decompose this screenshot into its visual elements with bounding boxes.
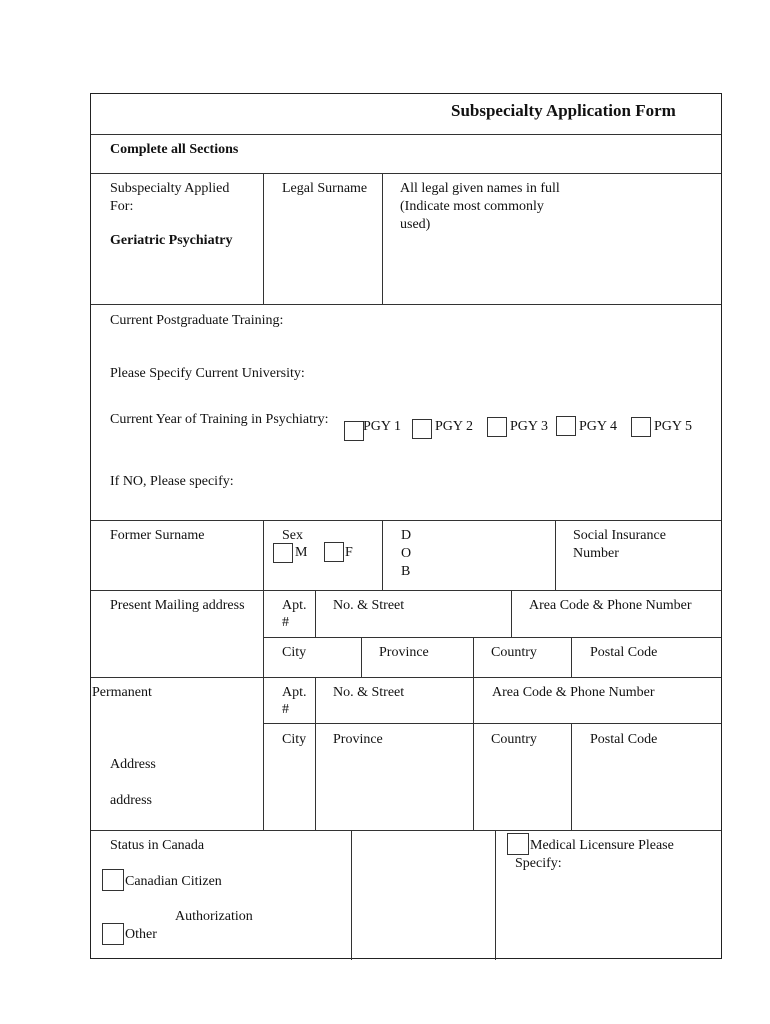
sin-label[interactable]: Social Insurance [573,528,666,543]
pgy2-checkbox[interactable] [412,419,432,439]
mailing-phone-label[interactable]: Area Code & Phone Number [529,598,692,613]
divider [263,637,721,638]
other-checkbox[interactable] [102,923,124,945]
sex-male-checkbox[interactable] [273,543,293,563]
divider [91,173,721,174]
sin-label-2: Number [573,546,619,561]
sex-female-label: F [345,545,353,560]
instruction-text: Complete all Sections [110,142,239,157]
permanent-address-label-2: Address [110,757,156,772]
form-title: Subspecialty Application Form [451,101,676,120]
sex-female-checkbox[interactable] [324,542,344,562]
divider [473,723,474,830]
permanent-phone-label[interactable]: Area Code & Phone Number [492,685,655,700]
dob-label-b: B [401,564,411,579]
sex-label: Sex [282,528,303,543]
pgy3-checkbox[interactable] [487,417,507,437]
pgy5-checkbox[interactable] [631,417,651,437]
divider [555,520,556,590]
former-surname-label[interactable]: Former Surname [110,528,205,543]
permanent-apt-label-2: # [282,702,289,717]
pgy4-label: PGY 4 [579,419,617,434]
given-names-note-2: used) [400,217,431,232]
licensure-label-2: Specify: [515,856,562,871]
permanent-postal-label[interactable]: Postal Code [590,732,658,747]
permanent-address-label: Permanent [92,685,152,700]
status-label: Status in Canada [110,838,205,853]
permanent-address-label-3: address [110,793,152,808]
application-form [90,93,722,959]
authorization-label: Authorization [175,909,253,924]
permanent-apt-label[interactable]: Apt. [282,685,307,700]
year-of-training-label: Current Year of Training in Psychiatry: [110,412,329,427]
permanent-province-label[interactable]: Province [333,732,383,747]
permanent-city-label[interactable]: City [282,732,307,747]
dob-label-o: O [401,546,412,561]
pgy1-checkbox[interactable] [344,421,364,441]
licensure-checkbox[interactable] [507,833,529,855]
pgy4-checkbox[interactable] [556,416,576,436]
mailing-country-label[interactable]: Country [491,645,537,660]
divider [382,520,383,590]
subspecialty-label: Subspecialty Applied [110,181,230,196]
divider [91,590,721,591]
canadian-citizen-label: Canadian Citizen [125,874,222,889]
divider [263,590,264,830]
other-label: Other [125,927,157,942]
pgy1-label: PGY 1 [363,419,401,434]
given-names-note: (Indicate most commonly [400,199,544,214]
mailing-street-label[interactable]: No. & Street [333,598,405,613]
divider [91,677,721,678]
mailing-apt-label-2: # [282,615,289,630]
subspecialty-value: Geriatric Psychiatry [110,233,233,248]
mailing-city-label[interactable]: City [282,645,307,660]
pgy3-label: PGY 3 [510,419,548,434]
if-no-label: If NO, Please specify: [110,474,234,489]
divider [361,637,362,677]
divider [315,590,316,637]
divider [263,173,264,304]
pgy5-label: PGY 5 [654,419,692,434]
subspecialty-label-2: For: [110,199,134,214]
divider [571,723,572,830]
given-names-label[interactable]: All legal given names in full [400,181,560,196]
legal-surname-label[interactable]: Legal Surname [282,181,368,196]
divider [571,637,572,677]
mailing-province-label[interactable]: Province [379,645,429,660]
divider [511,590,512,637]
permanent-country-label[interactable]: Country [491,732,537,747]
divider [473,637,474,677]
licensure-label: Medical Licensure Please [530,838,674,853]
university-label[interactable]: Please Specify Current University: [110,366,305,381]
divider [382,173,383,304]
divider [495,830,496,960]
divider [91,830,721,831]
permanent-street-label[interactable]: No. & Street [333,685,405,700]
mailing-apt-label[interactable]: Apt. [282,598,307,613]
divider [473,677,474,723]
divider [91,134,721,135]
pgy2-label: PGY 2 [435,419,473,434]
divider [351,830,352,960]
current-training-label: Current Postgraduate Training: [110,313,284,328]
canadian-citizen-checkbox[interactable] [102,869,124,891]
divider [263,520,264,590]
dob-label-d[interactable]: D [401,528,412,543]
mailing-postal-label[interactable]: Postal Code [590,645,658,660]
divider [91,304,721,305]
divider [91,520,721,521]
divider [263,723,721,724]
sex-male-label: M [295,545,308,560]
mailing-address-label: Present Mailing address [110,598,245,613]
divider [315,677,316,830]
